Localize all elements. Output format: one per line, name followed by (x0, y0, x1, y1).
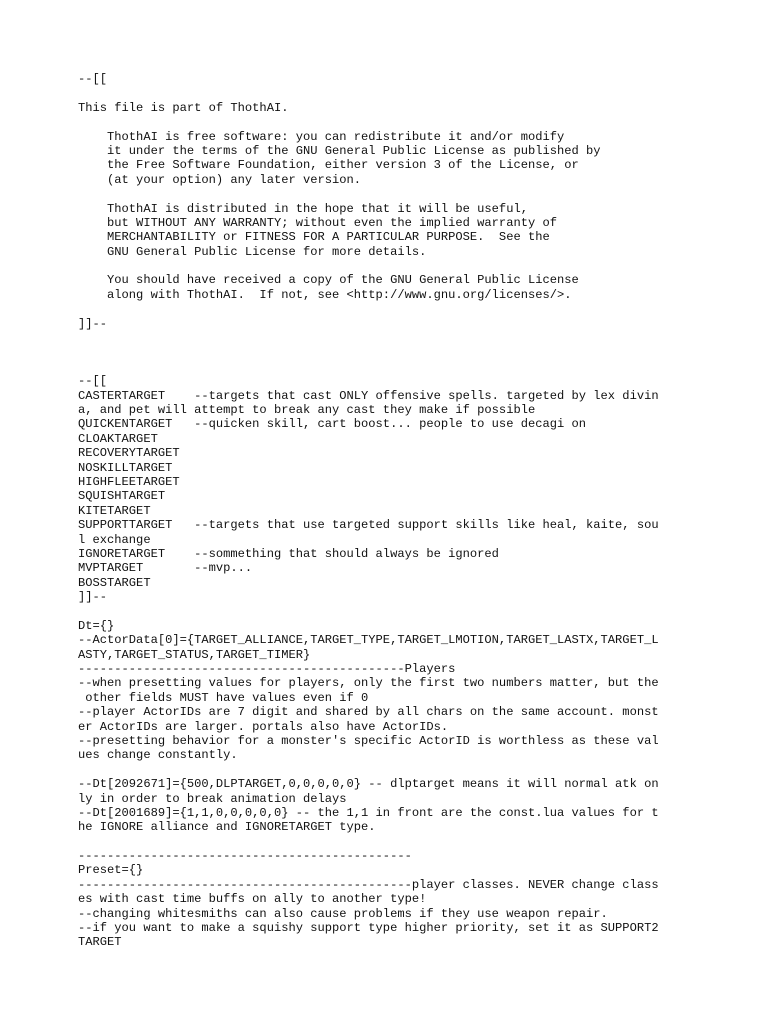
code-line: --presetting behavior for a monster's specific ActorID is worthless as these val (78, 733, 659, 748)
code-line (78, 360, 758, 374)
code-line: Preset={} (78, 863, 144, 878)
code-line: ---------------------------------------------- (78, 849, 412, 864)
code-line: er ActorIDs are larger. portals also have ActorIDs. (78, 719, 449, 734)
code-line (78, 331, 758, 345)
code-line: MVPTARGET --mvp... (78, 561, 253, 576)
code-line: ues change constantly. (78, 748, 238, 763)
code-line: --[[ (78, 72, 108, 86)
code-line: it under the terms of the GNU General Public License as published by (78, 143, 601, 158)
code-line: You should have received a copy of the GNU General Public License (78, 273, 579, 288)
code-line: CLOAKTARGET (78, 431, 158, 446)
code-line: --player ActorIDs are 7 digit and shared by all chars on the same account. monst (78, 705, 659, 720)
code-line (78, 187, 758, 201)
code-line: ---------------------------------------------Players (78, 662, 456, 677)
code-line: KITETARGET (78, 503, 151, 518)
code-line: but WITHOUT ANY WARRANTY; without even the implied warranty of (78, 215, 557, 230)
code-line: --Dt[2092671]={500,DLPTARGET,0,0,0,0,0} -- dlptarget means it will normal atk on (78, 777, 659, 792)
code-line: ----------------------------------------------player classes. NEVER change class (78, 877, 659, 892)
code-line: BOSSTARGET (78, 575, 151, 590)
code-line: GNU General Public License for more details. (78, 244, 427, 259)
code-line: --ActorData[0]={TARGET_ALLIANCE,TARGET_TYPE,TARGET_LMOTION,TARGET_LASTX,TARGET_L (78, 633, 659, 648)
code-line (78, 604, 758, 618)
code-line: SQUISHTARGET (78, 489, 166, 504)
code-line (78, 763, 758, 777)
code-line: a, and pet will attempt to break any cast they make if possible (78, 402, 536, 417)
code-line: es with cast time buffs on ally to another type! (78, 892, 427, 907)
code-line: l exchange (78, 532, 151, 547)
code-line: This file is part of ThothAI. (78, 100, 289, 115)
code-line (78, 86, 758, 100)
code-line: along with ThothAI. If not, see <http://www.gnu.org/licenses/>. (78, 287, 572, 302)
code-line: QUICKENTARGET --quicken skill, cart boost... people to use decagi on (78, 417, 587, 432)
code-line: the Free Software Foundation, either version 3 of the License, or (78, 158, 579, 173)
code-line: NOSKILLTARGET (78, 460, 173, 475)
code-line (78, 302, 758, 316)
code-line: ]]-- (78, 590, 108, 605)
source-code-document (78, 72, 758, 950)
code-line: CASTERTARGET --targets that cast ONLY offensive spells. targeted by lex divin (78, 388, 659, 403)
code-line: (at your option) any later version. (78, 172, 362, 187)
code-line: other fields MUST have values even if 0 (78, 690, 369, 705)
code-line: Dt={} (78, 618, 115, 633)
code-line: --Dt[2001689]={1,1,0,0,0,0,0} -- the 1,1 in front are the const.lua values for t (78, 805, 659, 820)
code-line: --changing whitesmiths can also cause problems if they use weapon repair. (78, 906, 608, 921)
code-line: --when presetting values for players, only the first two numbers matter, but the (78, 676, 659, 691)
code-line: ASTY,TARGET_STATUS,TARGET_TIMER} (78, 647, 311, 662)
code-line: ]]-- (78, 316, 108, 331)
code-line: SUPPORTTARGET --targets that use targeted support skills like heal, kaite, sou (78, 518, 659, 533)
code-line: MERCHANTABILITY or FITNESS FOR A PARTICULAR PURPOSE. See the (78, 230, 550, 245)
code-line: TARGET (78, 935, 122, 950)
code-line: ThothAI is free software: you can redistribute it and/or modify (78, 129, 565, 144)
code-line: HIGHFLEETARGET (78, 474, 180, 489)
code-line: --[[ (78, 374, 108, 389)
code-line (78, 259, 758, 273)
code-line (78, 115, 758, 129)
code-line (78, 835, 758, 849)
code-line: RECOVERYTARGET (78, 446, 180, 461)
code-line: ThothAI is distributed in the hope that it will be useful, (78, 201, 528, 216)
code-line: ly in order to break animation delays (78, 791, 347, 806)
code-line: IGNORETARGET --sommething that should always be ignored (78, 546, 499, 561)
code-line: he IGNORE alliance and IGNORETARGET type. (78, 820, 376, 835)
code-line (78, 345, 758, 359)
code-line: --if you want to make a squishy support type higher priority, set it as SUPPORT2 (78, 921, 659, 936)
